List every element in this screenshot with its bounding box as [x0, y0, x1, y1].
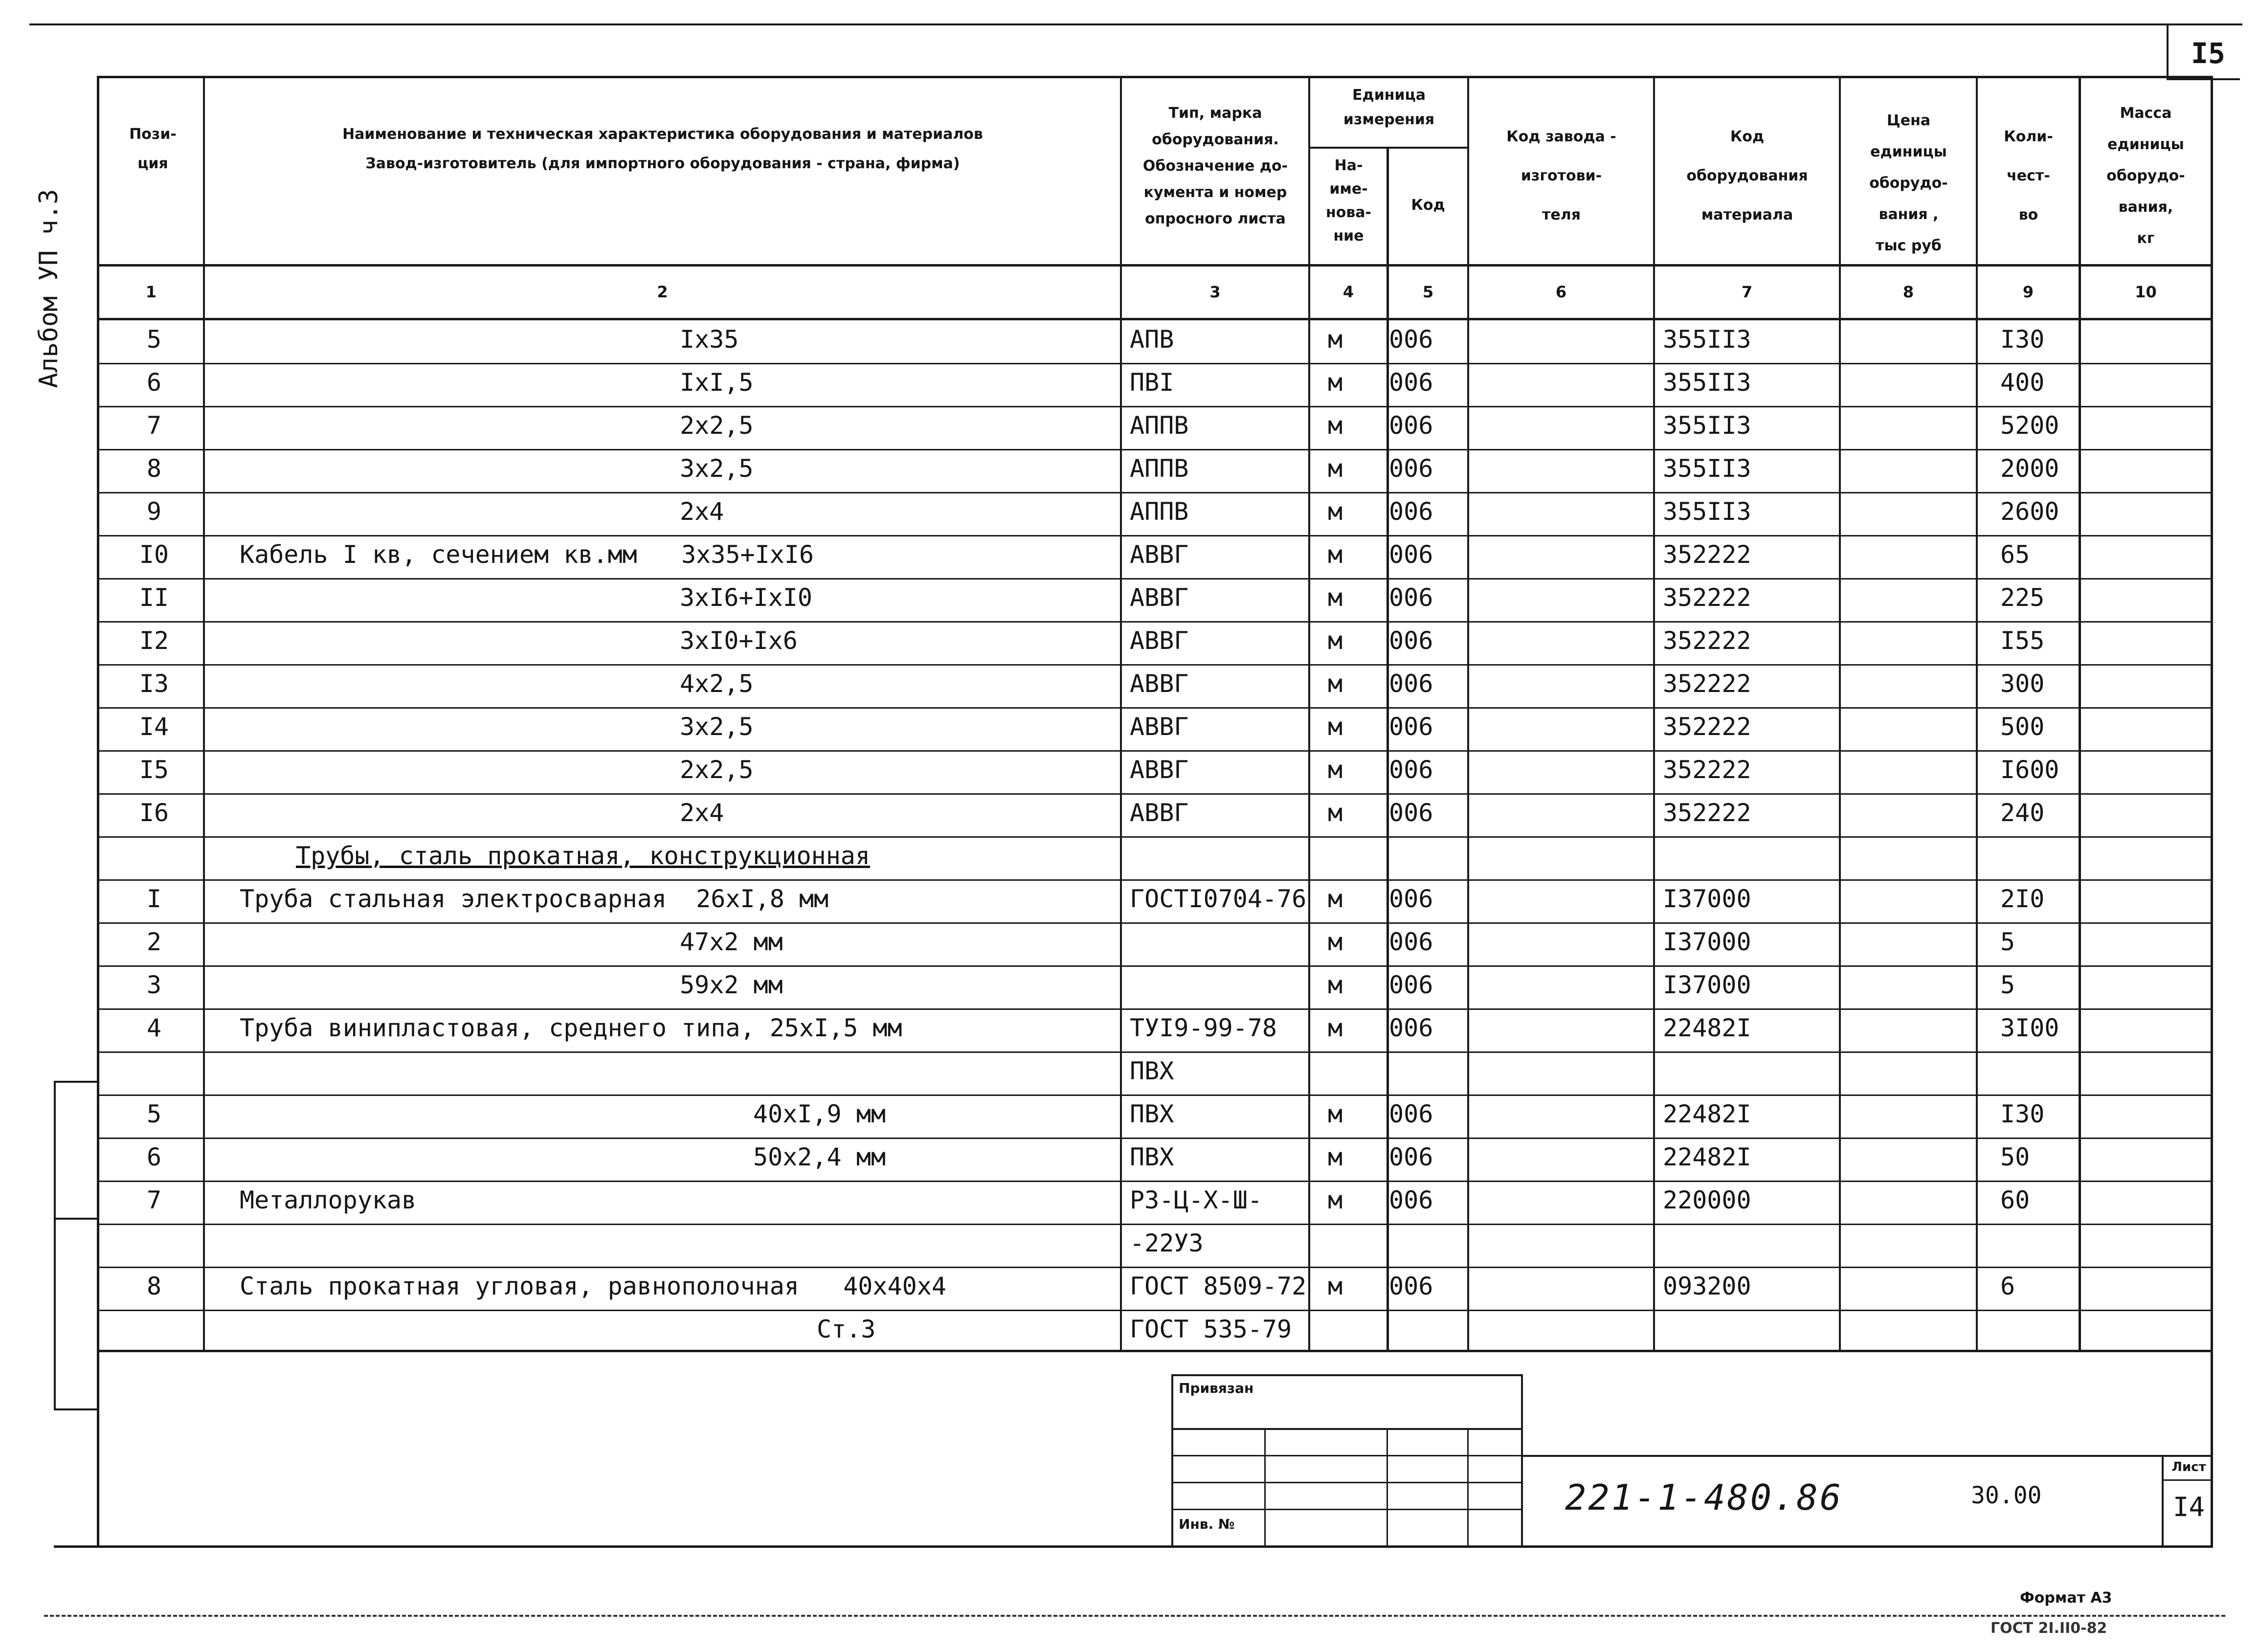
row-type: ГОСТI0704-76: [1130, 885, 1307, 913]
row-unit: м: [1327, 756, 1343, 784]
stamp-line: [1521, 1455, 2213, 1457]
row-unit: м: [1327, 971, 1343, 999]
frame-top: [97, 76, 2213, 78]
row-unit-code: 006: [1389, 799, 1433, 827]
sheet-value: I4: [2172, 1492, 2205, 1522]
colnum-10: 10: [2135, 283, 2157, 301]
stamp-line: [1171, 1374, 1173, 1545]
row-type: ГОСТ 8509-72: [1130, 1272, 1307, 1300]
row-line: [97, 578, 2213, 580]
header-material-code: Код оборудования материала: [1686, 128, 1808, 223]
row-type: ТУI9-99-78: [1130, 1014, 1277, 1042]
row-unit: м: [1327, 1100, 1343, 1128]
sheet-label: Лист: [2171, 1460, 2206, 1474]
row-quantity: 3I00: [2000, 1014, 2059, 1042]
row-name: 2х4: [680, 497, 724, 526]
row-material-code: 355II3: [1663, 411, 1751, 440]
row-material-code: 220000: [1663, 1186, 1751, 1214]
row-type: АВВГ: [1130, 670, 1189, 698]
colnum-3: 3: [1209, 283, 1221, 301]
row-line: [97, 965, 2213, 967]
stamp-line: [1171, 1374, 1521, 1376]
row-quantity: 240: [2000, 799, 2045, 827]
row-position: I2: [139, 626, 169, 655]
row-material-code: 352222: [1663, 799, 1751, 827]
row-quantity: 2I0: [2000, 885, 2045, 913]
row-line: [97, 793, 2213, 795]
row-position: II: [139, 583, 169, 612]
header-bottom-line: [97, 264, 2213, 267]
row-unit-code: 006: [1389, 540, 1433, 569]
row-type: АВВГ: [1130, 626, 1189, 655]
row-position: 8: [146, 1272, 162, 1300]
format-label: Формат А3: [2020, 1589, 2112, 1607]
document-suffix: 30.00: [1971, 1482, 2042, 1509]
row-unit-code: 006: [1389, 411, 1433, 440]
row-unit-code: 006: [1389, 928, 1433, 956]
colnum-7: 7: [1741, 283, 1753, 301]
row-position: 7: [146, 411, 162, 440]
album-label: Альбом УП ч.3: [34, 189, 64, 388]
col-line: [1120, 76, 1122, 1351]
row-name: 2х4: [680, 799, 724, 827]
row-unit: м: [1327, 928, 1343, 956]
row-position: 4: [146, 1014, 162, 1042]
header-mass: Масса единицы оборудо- вания, кг: [2106, 105, 2185, 247]
row-type: АПВ: [1130, 325, 1174, 354]
row-type: АВВГ: [1130, 799, 1189, 827]
row-material-code: I37000: [1663, 971, 1751, 999]
colnum-9: 9: [2022, 283, 2034, 301]
cut-line: [44, 1615, 2225, 1617]
row-unit: м: [1327, 1272, 1343, 1300]
colnum-5: 5: [1422, 283, 1434, 301]
row-position: 7: [146, 1186, 162, 1214]
row-unit: м: [1327, 626, 1343, 655]
colnum-1: 1: [145, 283, 157, 301]
row-name: 40хI,9 мм: [753, 1100, 886, 1128]
row-material-code: 355II3: [1663, 325, 1751, 354]
row-unit-code: 006: [1389, 368, 1433, 397]
colnum-bottom-line: [97, 318, 2213, 320]
row-name: Ст.3: [817, 1315, 876, 1343]
row-unit-code: 006: [1389, 325, 1433, 354]
row-line: [97, 621, 2213, 623]
row-line: [97, 836, 2213, 838]
row-unit: м: [1327, 583, 1343, 612]
row-unit: м: [1327, 799, 1343, 827]
row-quantity: 5: [2000, 928, 2015, 956]
row-unit-code: 006: [1389, 1014, 1433, 1042]
header-unit: Единица измерения: [1343, 87, 1435, 128]
stamp-line: [1521, 1374, 1523, 1545]
row-quantity: I30: [2000, 325, 2045, 354]
binding-line: [54, 1408, 98, 1410]
unit-subheader-line: [1308, 147, 1467, 149]
document-code: 221-1-480.86: [1565, 1477, 1843, 1518]
gost-format-label: ГОСТ 2I.II0-82: [1991, 1620, 2107, 1637]
row-line: [97, 1138, 2213, 1139]
row-unit-code: 006: [1389, 497, 1433, 526]
header-unit-name: На- име- нова- ние: [1325, 157, 1372, 245]
row-line: [97, 492, 2213, 493]
row-type: АВВГ: [1130, 583, 1189, 612]
row-name: Труба винипластовая, среднего типа, 25хI,5 мм: [240, 1014, 902, 1042]
row-position: 5: [146, 325, 162, 354]
row-name: 3хI0+Iх6: [680, 626, 798, 655]
header-type: Тип, марка оборудования. Обозначение до- кумента и номер опросного листа: [1142, 105, 1288, 227]
row-name: 2х2,5: [680, 756, 754, 784]
row-type: ПВI: [1130, 368, 1174, 397]
stamp-line: [2162, 1479, 2213, 1481]
row-unit: м: [1327, 885, 1343, 913]
header-unit-code: Код: [1411, 197, 1445, 214]
row-line: [97, 750, 2213, 752]
colnum-6: 6: [1555, 283, 1567, 301]
frame-bottom: [54, 1545, 2213, 1548]
col-line: [1308, 76, 1310, 1351]
row-position: 3: [146, 971, 162, 999]
row-unit-code: 006: [1389, 670, 1433, 698]
colnum-4: 4: [1342, 283, 1354, 301]
row-line: [97, 1310, 2213, 1311]
row-unit: м: [1327, 1186, 1343, 1214]
row-position: 9: [146, 497, 162, 526]
row-material-code: 352222: [1663, 540, 1751, 569]
row-quantity: 5: [2000, 971, 2015, 999]
row-name: Кабель I кв, сечением кв.мм 3х35+IхI6: [240, 540, 814, 569]
row-material-code: 355II3: [1663, 454, 1751, 483]
stamp-line: [2162, 1455, 2164, 1545]
stamp-line: [1387, 1428, 1388, 1545]
row-unit-code: 006: [1389, 454, 1433, 483]
col-line: [1653, 76, 1655, 1351]
row-type: АППВ: [1130, 497, 1189, 526]
row-unit-code: 006: [1389, 1143, 1433, 1171]
row-unit: м: [1327, 411, 1343, 440]
row-quantity: I30: [2000, 1100, 2045, 1128]
row-material-code: 22482I: [1663, 1143, 1751, 1171]
row-line: [97, 1267, 2213, 1268]
row-quantity: 65: [2000, 540, 2030, 569]
row-type: ГОСТ 535-79: [1130, 1315, 1292, 1343]
row-unit: м: [1327, 1143, 1343, 1171]
row-quantity: 400: [2000, 368, 2045, 397]
row-unit-code: 006: [1389, 885, 1433, 913]
row-unit-code: 006: [1389, 1186, 1433, 1214]
row-material-code: 22482I: [1663, 1100, 1751, 1128]
row-type: ПВХ: [1130, 1057, 1174, 1085]
row-quantity: I600: [2000, 756, 2059, 784]
row-position: I3: [139, 670, 169, 698]
row-material-code: 352222: [1663, 670, 1751, 698]
row-position: I5: [139, 756, 169, 784]
stamp-line: [1264, 1428, 1266, 1545]
sheet-box-line: [2167, 23, 2169, 80]
sheet-number: I5: [2191, 37, 2225, 70]
section-heading: Трубы, сталь прокатная, конструкционная: [296, 842, 870, 870]
row-position: 6: [146, 1143, 162, 1171]
col-line: [1976, 76, 1978, 1351]
row-position: I: [146, 885, 162, 913]
col-line: [1839, 76, 1841, 1351]
row-name: 3х2,5: [680, 454, 754, 483]
row-unit-code: 006: [1389, 756, 1433, 784]
row-line: [97, 879, 2213, 881]
row-unit-code: 006: [1389, 1272, 1433, 1300]
inventory-number-label: Инв. №: [1179, 1516, 1235, 1532]
row-name: Сталь прокатная угловая, равнополочная 40х40х4: [240, 1272, 946, 1300]
row-material-code: 093200: [1663, 1272, 1751, 1300]
header-position: Пози- ция: [129, 126, 177, 172]
row-unit: м: [1327, 670, 1343, 698]
binding-line: [54, 1081, 98, 1083]
row-type: АППВ: [1130, 454, 1189, 483]
row-name: 3х2,5: [680, 713, 754, 741]
row-line: [97, 1008, 2213, 1010]
row-type: АППВ: [1130, 411, 1189, 440]
row-type: ПВХ: [1130, 1100, 1174, 1128]
row-quantity: 2000: [2000, 454, 2059, 483]
binding-line: [54, 1218, 98, 1220]
row-unit: м: [1327, 325, 1343, 354]
row-unit-code: 006: [1389, 626, 1433, 655]
row-position: 6: [146, 368, 162, 397]
stamp-line: [1467, 1428, 1469, 1545]
row-quantity: 225: [2000, 583, 2045, 612]
row-line: [97, 1094, 2213, 1096]
row-unit-code: 006: [1389, 1100, 1433, 1128]
row-material-code: 352222: [1663, 626, 1751, 655]
row-unit: м: [1327, 713, 1343, 741]
row-position: I6: [139, 799, 169, 827]
row-quantity: 2600: [2000, 497, 2059, 526]
row-material-code: 352222: [1663, 756, 1751, 784]
top-edge-line: [29, 23, 2242, 25]
row-name: 4х2,5: [680, 670, 754, 698]
row-position: 2: [146, 928, 162, 956]
row-material-code: 355II3: [1663, 497, 1751, 526]
row-name: Металлорукав: [240, 1186, 417, 1214]
row-quantity: 5200: [2000, 411, 2059, 440]
row-type: -22УЗ: [1130, 1229, 1204, 1257]
row-type: АВВГ: [1130, 713, 1189, 741]
row-line: [97, 1224, 2213, 1225]
row-material-code: I37000: [1663, 885, 1751, 913]
row-line: [97, 1051, 2213, 1053]
row-quantity: 300: [2000, 670, 2045, 698]
row-line: [97, 1181, 2213, 1182]
row-type: РЗ-Ц-Х-Ш-: [1130, 1186, 1262, 1214]
row-quantity: I55: [2000, 626, 2045, 655]
row-line: [97, 922, 2213, 924]
col-line: [1467, 76, 1469, 1351]
row-position: 8: [146, 454, 162, 483]
row-name: IхI,5: [680, 368, 754, 397]
row-name: 47х2 мм: [680, 928, 783, 956]
row-position: I4: [139, 713, 169, 741]
row-material-code: 22482I: [1663, 1014, 1751, 1042]
row-name: 50х2,4 мм: [753, 1143, 886, 1171]
row-line: [97, 707, 2213, 709]
row-quantity: 500: [2000, 713, 2045, 741]
row-name: Iх35: [680, 325, 739, 354]
row-line: [97, 449, 2213, 450]
row-unit-code: 006: [1389, 583, 1433, 612]
row-line: [97, 406, 2213, 407]
sheet-box-line: [2167, 78, 2240, 80]
row-unit: м: [1327, 540, 1343, 569]
binding-line: [54, 1081, 56, 1408]
frame-right: [2211, 76, 2213, 1548]
header-name: Наименование и техническая характеристика оборудования и материалов Завод-изготовитель (для импортного оборудования - страна, фирма): [342, 126, 983, 172]
row-name: 59х2 мм: [680, 971, 783, 999]
row-line: [97, 363, 2213, 364]
header-plant-code: Код завода - изготови- теля: [1506, 128, 1616, 223]
colnum-8: 8: [1902, 283, 1914, 301]
colnum-2: 2: [657, 283, 668, 301]
row-unit-code: 006: [1389, 713, 1433, 741]
row-position: I0: [139, 540, 169, 569]
row-unit: м: [1327, 497, 1343, 526]
attached-label: Привязан: [1179, 1380, 1254, 1396]
row-name: 3хI6+IхI0: [680, 583, 812, 612]
row-name: 2х2,5: [680, 411, 754, 440]
col-line: [2079, 76, 2081, 1351]
row-type: АВВГ: [1130, 756, 1189, 784]
row-material-code: I37000: [1663, 928, 1751, 956]
row-type: АВВГ: [1130, 540, 1189, 569]
row-quantity: 60: [2000, 1186, 2030, 1214]
header-quantity: Коли- чест- во: [2004, 128, 2053, 223]
row-line: [97, 664, 2213, 666]
row-unit: м: [1327, 454, 1343, 483]
row-material-code: 355II3: [1663, 368, 1751, 397]
row-material-code: 352222: [1663, 713, 1751, 741]
row-quantity: 6: [2000, 1272, 2015, 1300]
row-type: ПВХ: [1130, 1143, 1174, 1171]
row-position: 5: [146, 1100, 162, 1128]
row-name: Труба стальная электросварная 26хI,8 мм: [240, 885, 829, 913]
row-material-code: 352222: [1663, 583, 1751, 612]
table-bottom-line: [97, 1350, 2213, 1352]
row-line: [97, 535, 2213, 536]
row-unit-code: 006: [1389, 971, 1433, 999]
header-price: Цена единицы оборудо- вания , тыс руб: [1869, 112, 1948, 254]
row-unit: м: [1327, 368, 1343, 397]
row-unit: м: [1327, 1014, 1343, 1042]
row-quantity: 50: [2000, 1143, 2030, 1171]
